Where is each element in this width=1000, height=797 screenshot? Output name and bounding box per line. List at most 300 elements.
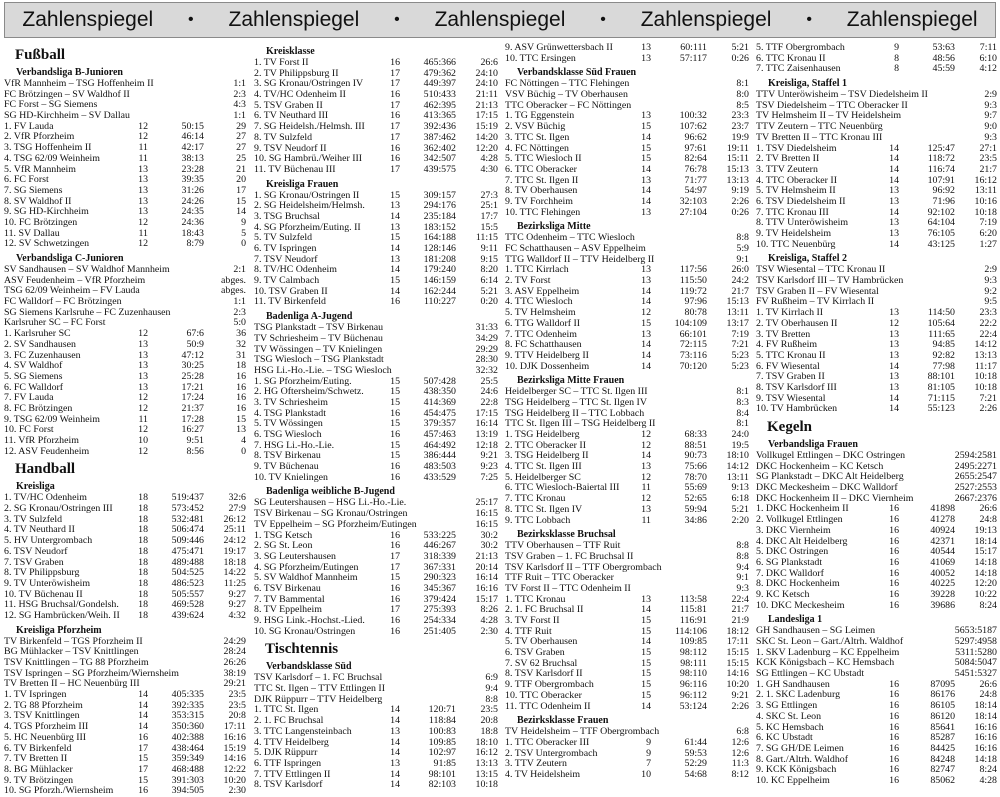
games-played: 7 <box>646 759 651 770</box>
games-played: 16 <box>138 786 148 797</box>
games-played: 13 <box>138 196 148 207</box>
games-played: 14 <box>889 175 899 186</box>
score: 275:393 <box>423 605 456 616</box>
team-name: 8. TV Philippsburg <box>4 568 80 579</box>
standings-row <box>756 601 997 612</box>
standings-table <box>756 680 997 787</box>
points: 2:26 <box>979 404 997 415</box>
score: 85641 <box>930 722 955 733</box>
points: 12:20 <box>475 143 498 154</box>
games-played: 13 <box>390 726 400 737</box>
games-played: 10 <box>641 769 651 780</box>
games-played: 14 <box>390 265 400 276</box>
score: 75:66 <box>684 462 707 473</box>
result-row <box>505 398 749 409</box>
team-name: 4. TGS Pforzheim III <box>4 722 89 733</box>
match-score: 26:26 <box>223 658 246 668</box>
games-played: 16 <box>889 701 899 712</box>
score: 52:65 <box>684 494 707 505</box>
games-played: 13 <box>889 382 899 393</box>
standings-row <box>254 705 498 716</box>
standings-row <box>505 462 749 473</box>
score: 85287 <box>930 733 955 744</box>
match-score: 31:33 <box>475 323 498 334</box>
points: 10:18 <box>974 207 997 218</box>
standings-row <box>4 372 246 383</box>
points: 10:20 <box>726 680 749 691</box>
standings-row <box>254 90 498 101</box>
match-pairing: TSG Heidelberg – TTC St. Ilgen IV <box>505 397 647 408</box>
points: 11:25 <box>223 578 246 589</box>
points: 16:12 <box>974 175 997 186</box>
results-list <box>756 626 997 679</box>
result-row <box>756 90 997 101</box>
score: 52:29 <box>684 759 707 770</box>
team-name: 11. TV Birkenfeld <box>254 297 326 308</box>
team-name: 8. TV Oberhausen <box>505 186 578 197</box>
score: 116:74 <box>927 164 955 175</box>
games-played: 16 <box>889 743 899 754</box>
score: 254:334 <box>423 616 456 626</box>
score: 98:112 <box>679 648 707 659</box>
points: 14:22 <box>223 568 246 579</box>
score: 40052 <box>930 568 955 579</box>
standings-row <box>756 515 997 526</box>
standings-row <box>254 409 498 420</box>
team-name: 3. SG Kronau/Östringen IV <box>254 79 364 90</box>
score: 97:96 <box>684 297 707 308</box>
match-pairing: DKC Meckesheim – DKC Walldorf <box>756 483 898 494</box>
points: 5:21 <box>731 504 749 515</box>
result-row <box>254 673 498 684</box>
team-name: 3. FC Zuzenhausen <box>4 350 81 361</box>
points: 11:15 <box>475 233 498 244</box>
header-title-2: Zahlenspiegel <box>228 8 360 31</box>
standings-row <box>254 223 498 234</box>
team-name: 3. TV Sulzfeld <box>4 514 63 525</box>
points: 8:20 <box>480 265 498 276</box>
team-name: 5. KC Hemsbach <box>756 722 824 733</box>
match-score: 2:9 <box>984 265 997 276</box>
match-score: 32:32 <box>475 365 498 376</box>
points: 18:8 <box>480 726 498 737</box>
points: 0 <box>241 446 246 457</box>
score: 128:146 <box>423 244 456 254</box>
points: 7:19 <box>979 218 997 229</box>
score: 97:61 <box>684 143 707 154</box>
team-name: 2. 1. SKC Ladenburg <box>756 690 841 701</box>
games-played: 15 <box>390 573 400 584</box>
match-score: abges. <box>221 275 246 286</box>
standings-table <box>505 111 749 218</box>
standings-table <box>4 122 246 250</box>
team-name: 1. GH Sandhausen <box>756 679 830 690</box>
score: 342:507 <box>423 154 456 165</box>
points: 25 <box>236 153 246 164</box>
team-name: 7. SG Siemens <box>4 185 63 196</box>
standings-row <box>4 340 246 351</box>
standings-row <box>254 154 498 165</box>
standings-row <box>505 627 749 638</box>
points: 0:26 <box>731 207 749 218</box>
team-name: 4. DKC Alt Heidelberg <box>756 536 848 547</box>
team-name: 10. TSV Graben II <box>254 286 328 297</box>
score: 40544 <box>930 547 955 558</box>
standings-table <box>505 430 749 526</box>
result-row <box>756 451 997 462</box>
header-title-1: Zahlenspiegel <box>22 8 154 31</box>
standings-row <box>505 494 749 505</box>
score: 98:110 <box>679 669 707 680</box>
standings-row <box>4 701 246 712</box>
standings-row <box>756 362 997 373</box>
score: 573:452 <box>171 504 204 515</box>
standings-row <box>4 722 246 733</box>
team-name: 2. TV Bretten II <box>756 154 820 165</box>
standings-row <box>4 568 246 579</box>
games-played: 16 <box>889 547 899 558</box>
standings-row <box>254 144 498 155</box>
team-name: 5. DKC Östringen <box>756 547 829 558</box>
points: 13:13 <box>726 175 749 186</box>
standings-row <box>254 541 498 552</box>
points: 18:14 <box>974 536 997 547</box>
games-played: 16 <box>390 90 400 101</box>
points: 27:1 <box>979 143 997 154</box>
points: 19:13 <box>974 525 997 536</box>
match-score: 1:1 <box>233 111 246 122</box>
games-played: 9 <box>646 737 651 748</box>
team-name: 5. HC Neuenbürg III <box>4 732 87 743</box>
standings-table <box>505 43 749 64</box>
points: 26:6 <box>979 504 997 515</box>
games-played: 12 <box>138 425 148 436</box>
standings-row <box>4 175 246 186</box>
match-score: 5451:5327 <box>954 669 997 680</box>
games-played: 14 <box>889 404 899 415</box>
result-row <box>254 323 498 334</box>
match-score: 9:4 <box>485 684 498 695</box>
standings-row <box>756 176 997 187</box>
games-played: 16 <box>889 515 899 526</box>
standings-row <box>756 558 997 569</box>
score: 109:85 <box>428 737 456 748</box>
standings-row <box>254 212 498 223</box>
standings-row <box>505 362 749 373</box>
standings-table <box>4 493 246 621</box>
match-pairing: SV Sandhausen – SV Waldhof Mannheim <box>4 265 170 275</box>
score: 84425 <box>930 743 955 754</box>
standings-row <box>756 733 997 744</box>
result-row <box>756 483 997 494</box>
result-row <box>505 244 749 255</box>
result-row <box>756 494 997 505</box>
score: 84248 <box>930 754 955 765</box>
team-name: 6. TSV Birkenau <box>254 583 321 594</box>
team-name: 7. HSG Li.-Ho.-Lie. <box>254 440 335 451</box>
games-played: 16 <box>390 594 400 605</box>
points: 21 <box>236 164 246 175</box>
team-name: 10. SG Pforzh./Wiernsheim <box>4 786 114 797</box>
points: 18:14 <box>974 701 997 712</box>
games-played: 14 <box>641 297 651 308</box>
games-played: 14 <box>138 711 148 722</box>
team-name: 6. TSV Diedelsheim II <box>756 196 846 207</box>
standings-row <box>4 711 246 722</box>
league-heading: Kreisliga Pforzheim <box>16 624 102 636</box>
points: 14:18 <box>974 557 997 568</box>
score: 507:428 <box>423 376 456 387</box>
games-played: 14 <box>889 154 899 165</box>
score: 59:53 <box>684 748 707 759</box>
standings-row <box>254 473 498 484</box>
games-played: 16 <box>390 541 400 552</box>
points: 11:3 <box>731 759 749 770</box>
points: 8:26 <box>480 605 498 616</box>
games-played: 14 <box>641 637 651 648</box>
standings-row <box>505 297 749 308</box>
score: 114:50 <box>927 308 955 319</box>
standings-row <box>4 393 246 404</box>
score: 40924 <box>930 525 955 536</box>
games-played: 14 <box>641 701 651 712</box>
score: 76:78 <box>684 164 707 175</box>
standings-row <box>254 287 498 298</box>
games-played: 16 <box>390 154 400 165</box>
games-played: 13 <box>390 254 400 265</box>
score: 294:176 <box>423 201 456 212</box>
games-played: 12 <box>138 403 148 414</box>
points: 17 <box>236 185 246 196</box>
games-played: 13 <box>889 340 899 351</box>
score: 125:47 <box>927 143 955 154</box>
games-played: 15 <box>138 754 148 765</box>
score: 47:12 <box>181 350 204 361</box>
games-played: 9 <box>894 43 899 53</box>
score: 235:184 <box>423 211 456 222</box>
games-played: 14 <box>390 780 400 791</box>
standings-row <box>254 616 498 627</box>
games-played: 18 <box>138 600 148 611</box>
standings-row <box>505 516 749 527</box>
result-row <box>756 101 997 112</box>
games-played: 13 <box>641 276 651 287</box>
standings-row <box>505 669 749 680</box>
team-name: 1. TV Kirrlach II <box>756 308 824 319</box>
score: 42371 <box>930 536 955 547</box>
match-pairing: TTF Ruit – TTC Oberacker <box>505 573 614 584</box>
standings-row <box>254 133 498 144</box>
score: 413:365 <box>423 111 456 122</box>
standings-row <box>4 165 246 176</box>
points: 14:20 <box>475 132 498 143</box>
games-played: 13 <box>138 350 148 361</box>
team-name: 9. TTC Lobbach <box>505 515 571 526</box>
section-title: Fußball <box>15 47 66 63</box>
score: 519:437 <box>171 493 204 504</box>
standings-row <box>756 765 997 776</box>
results-list <box>756 90 997 143</box>
match-score: 29:29 <box>475 344 498 355</box>
points: 18:12 <box>726 626 749 637</box>
score: 120:71 <box>428 705 456 716</box>
league-heading: Badenliga A-Jugend <box>266 311 353 323</box>
games-played: 16 <box>889 690 899 701</box>
match-pairing: SG Siemens Karlsruhe – FC Zuzenhausen <box>4 307 171 318</box>
standings-row <box>4 525 246 536</box>
match-score: 8:8 <box>736 233 749 244</box>
results-list <box>505 79 749 111</box>
points: 12:18 <box>475 440 498 451</box>
team-name: 4. TSG 62/09 Weinheim <box>4 153 100 164</box>
points: 17:7 <box>480 211 498 222</box>
points: 16 <box>236 371 246 382</box>
score: 113:58 <box>679 594 707 605</box>
score: 117:56 <box>679 265 707 276</box>
points: 17:15 <box>475 111 498 122</box>
points: 14 <box>236 207 246 218</box>
team-name: 2. SG St. Leon <box>254 541 313 552</box>
standings-row <box>4 744 246 755</box>
points: 4:32 <box>228 610 246 621</box>
result-row <box>756 122 997 133</box>
match-score: 5311:5280 <box>955 647 997 658</box>
score: 55:123 <box>927 404 955 415</box>
score: 71:77 <box>684 175 707 186</box>
score: 18:43 <box>181 228 204 239</box>
games-played: 14 <box>390 716 400 727</box>
team-name: 7. FV Lauda <box>4 393 54 404</box>
standings-row <box>505 208 749 219</box>
games-played: 14 <box>138 722 148 733</box>
points: 14:12 <box>974 340 997 351</box>
standings-row <box>505 176 749 187</box>
team-name: 8. FC Schatthausen <box>505 340 582 351</box>
points: 13:17 <box>726 318 749 329</box>
points: 32:6 <box>228 493 246 504</box>
standings-row <box>505 154 749 165</box>
header-title-3: Zahlenspiegel <box>434 8 566 31</box>
match-pairing: Karlsruher SC – FC Forst <box>4 318 106 329</box>
games-played: 14 <box>641 451 651 462</box>
team-name: 3. TV Bretten <box>756 329 811 340</box>
standings-row <box>4 361 246 372</box>
match-pairing: TSV Karlsdorf II – TTF Obergrombach <box>505 562 662 573</box>
match-score: 5653:5187 <box>954 626 997 637</box>
team-name: 10. FC Forst <box>4 425 54 436</box>
standings-row <box>756 537 997 548</box>
points: 26:6 <box>979 679 997 690</box>
points: 19:9 <box>731 132 749 143</box>
score: 251:405 <box>423 626 456 637</box>
match-pairing: Vollkugel Ettlingen – DKC Östringen <box>756 451 906 461</box>
standings-table <box>4 690 246 797</box>
score: 506:474 <box>171 525 204 536</box>
match-pairing: FC Schatthausen – ASV Eppelheim <box>505 244 646 254</box>
standings-row <box>254 122 498 133</box>
team-name: 3. TSV Knittlingen <box>4 711 80 722</box>
games-played: 15 <box>641 648 651 659</box>
games-played: 14 <box>641 132 651 143</box>
score: 345:367 <box>423 583 456 594</box>
standings-table <box>254 531 498 638</box>
result-row <box>254 498 498 509</box>
points: 27:9 <box>228 504 246 515</box>
result-row <box>505 541 749 552</box>
section-title: Handball <box>15 461 76 478</box>
standings-row <box>756 744 997 755</box>
points: 23:5 <box>979 154 997 165</box>
games-played: 12 <box>138 393 148 404</box>
standings-row <box>756 690 997 701</box>
score: 359:349 <box>171 754 204 765</box>
league-heading: Badenliga weibliche B-Jugend <box>266 486 395 498</box>
games-played: 16 <box>390 111 400 122</box>
games-played: 13 <box>390 222 400 233</box>
team-name: 1. TTC Kirrlach <box>505 265 569 276</box>
match-pairing: DKC Hockenheim – KC Ketsch <box>756 461 884 472</box>
match-score: 9:7 <box>984 111 997 122</box>
standings-row <box>756 404 997 415</box>
games-played: 15 <box>390 190 400 201</box>
standings-row <box>254 716 498 727</box>
match-score: 4:3 <box>233 100 246 111</box>
league-heading: Verbandsliga Frauen <box>768 439 858 450</box>
standings-row <box>756 165 997 176</box>
standings-row <box>756 218 997 229</box>
header-title-5: Zahlenspiegel <box>846 8 978 31</box>
standings-row <box>756 504 997 515</box>
standings-row <box>254 79 498 90</box>
games-played: 13 <box>641 329 651 340</box>
games-played: 14 <box>889 164 899 175</box>
team-name: 7. TSV Graben <box>4 557 64 568</box>
score: 92:82 <box>932 350 955 361</box>
score: 17:28 <box>181 414 204 425</box>
points: 24:8 <box>979 690 997 701</box>
match-score: 9:4 <box>736 562 749 573</box>
match-pairing: SG Leutershausen – HSG Li.-Ho.-Lie. <box>254 498 407 509</box>
standings-row <box>254 738 498 749</box>
score: 464:492 <box>423 440 456 451</box>
score: 60:111 <box>680 43 707 53</box>
team-name: 2. TG 88 Pforzheim <box>4 700 83 711</box>
games-played: 16 <box>889 765 899 776</box>
points: 7:19 <box>731 329 749 340</box>
standings-row <box>505 505 749 516</box>
games-played: 12 <box>138 132 148 143</box>
standings-row <box>4 690 246 701</box>
points: 5:23 <box>731 361 749 372</box>
standings-row <box>254 398 498 409</box>
team-name: 9. SG HD-Kirchheim <box>4 207 89 218</box>
score: 50:9 <box>186 339 204 350</box>
games-played: 16 <box>390 408 400 419</box>
match-score: 9:1 <box>736 254 749 265</box>
score: 394:505 <box>171 786 204 797</box>
score: 88:51 <box>684 440 707 451</box>
match-pairing: BG Mühlacker – TSV Knittlingen <box>4 647 139 658</box>
standings-row <box>4 558 246 569</box>
score: 30:25 <box>181 361 204 372</box>
games-played: 16 <box>889 525 899 536</box>
standings-row <box>254 165 498 176</box>
score: 39228 <box>930 589 955 600</box>
league-heading: Verbandsliga B-Junioren <box>16 67 123 78</box>
points: 16:14 <box>475 419 498 430</box>
points: 23:5 <box>228 690 246 701</box>
score: 367:331 <box>423 562 456 573</box>
